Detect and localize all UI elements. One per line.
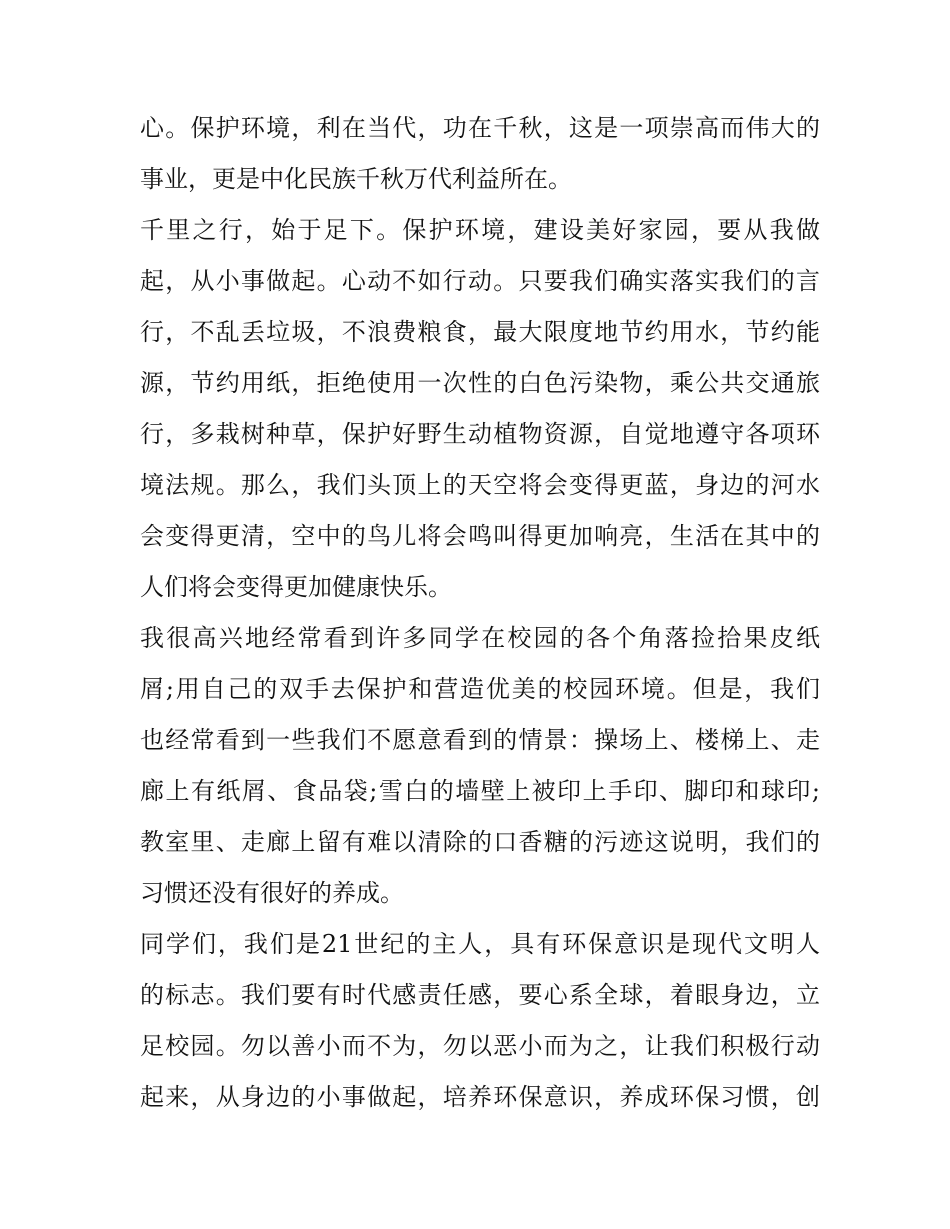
text-line: 境法规。那么，我们头顶上的天空将会变得更蓝，身边的河水 [140,471,820,499]
text-line: 源，节约用纸，拒绝使用一次性的白色污染物，乘公共交通旅 [140,369,820,397]
text-line: 同学们，我们是21世纪的主人，具有环保意识是现代文明人 [140,930,820,958]
text-line: 事业，更是中化民族千秋万代利益所在。 [140,165,572,193]
text-line: 足校园。勿以善小而不为，勿以恶小而为之，让我们积极行动 [140,1032,820,1060]
text-line: 也经常看到一些我们不愿意看到的情景：操场上、楼梯上、走 [140,726,820,754]
text-line: 的标志。我们要有时代感责任感，要心系全球，着眼身边，立 [140,981,820,1009]
document-body [140,103,820,1123]
text-line: 千里之行，始于足下。保护环境，建设美好家园，要从我做 [140,216,820,244]
text-line: 人们将会变得更加健康快乐。 [140,573,452,601]
text-line: 起来，从身边的小事做起，培养环保意识，养成环保习惯，创 [140,1083,820,1111]
text-line: 屑;用自己的双手去保护和营造优美的校园环境。但是，我们 [140,675,820,703]
text-line: 心。保护环境，利在当代，功在千秋，这是一项崇高而伟大的 [140,114,820,142]
text-line: 教室里、走廊上留有难以清除的口香糖的污迹这说明，我们的 [140,828,820,856]
text-line: 会变得更清，空中的鸟儿将会鸣叫得更加响亮，生活在其中的 [140,522,820,550]
text-line: 廊上有纸屑、食品袋;雪白的墙壁上被印上手印、脚印和球印; [140,777,820,805]
text-line: 起，从小事做起。心动不如行动。只要我们确实落实我们的言 [140,267,820,295]
text-line: 行，不乱丢垃圾，不浪费粮食，最大限度地节约用水，节约能 [140,318,820,346]
text-line: 行，多栽树种草，保护好野生动植物资源，自觉地遵守各项环 [140,420,820,448]
text-line: 我很高兴地经常看到许多同学在校园的各个角落捡拾果皮纸 [140,624,820,652]
text-line: 习惯还没有很好的养成。 [140,879,404,907]
